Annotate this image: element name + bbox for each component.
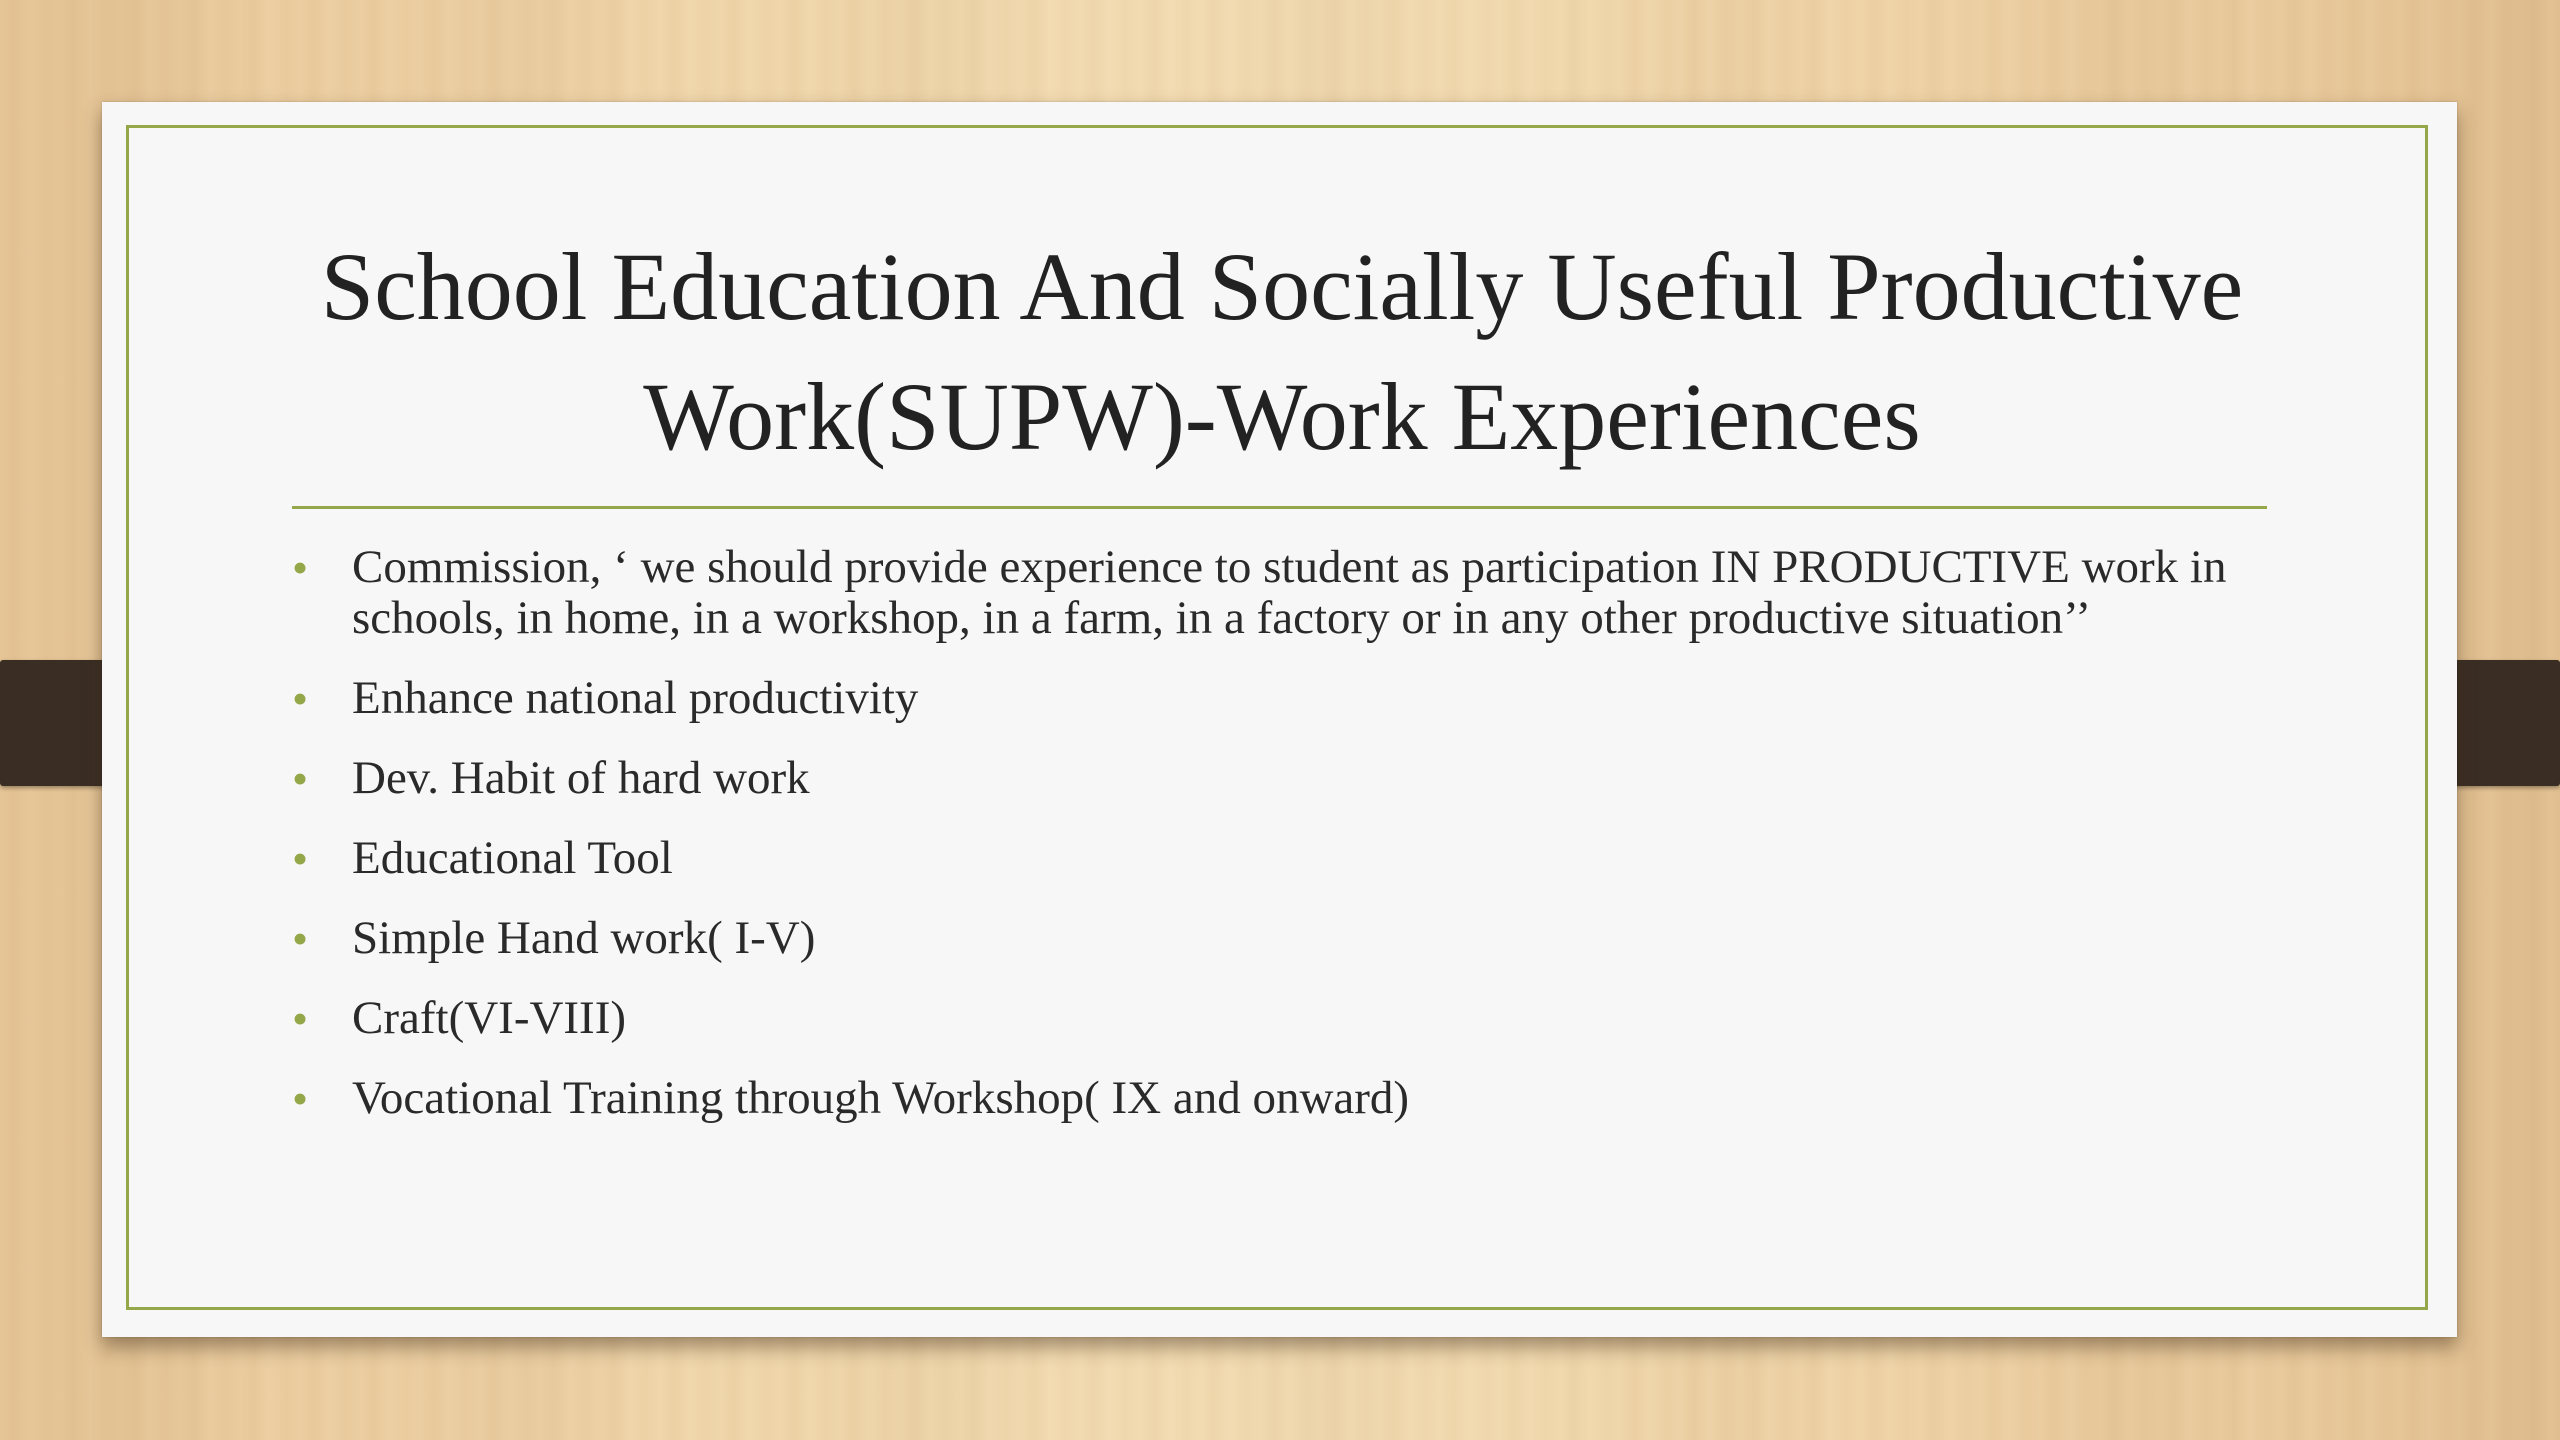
bullet-national-productivity: • Enhance national productivity	[292, 673, 2332, 724]
bullet-commission-quote: • Commission, ‘ we should provide experience to student as participation IN PRODUCTIVE work in schools, in home, in a workshop, in a farm, in a factory or in any other productive situation’’	[292, 542, 2332, 644]
title-divider	[292, 506, 2267, 509]
slide-title: School Education And Socially Useful Productive Work(SUPW)-Work Experiences	[320, 233, 2244, 470]
bullet-craft: • Craft(VI-VIII)	[292, 993, 2332, 1044]
bullet-vocational-training: • Vocational Training through Workshop( IX and onward)	[292, 1073, 2332, 1124]
bullet-list	[292, 542, 2332, 1124]
bullet-hard-work-habit: • Dev. Habit of hard work	[292, 753, 2332, 804]
slide	[102, 102, 2457, 1337]
bullet-simple-hand-work: • Simple Hand work( I-V)	[292, 913, 2332, 964]
bullet-educational-tool: • Educational Tool	[292, 833, 2332, 884]
